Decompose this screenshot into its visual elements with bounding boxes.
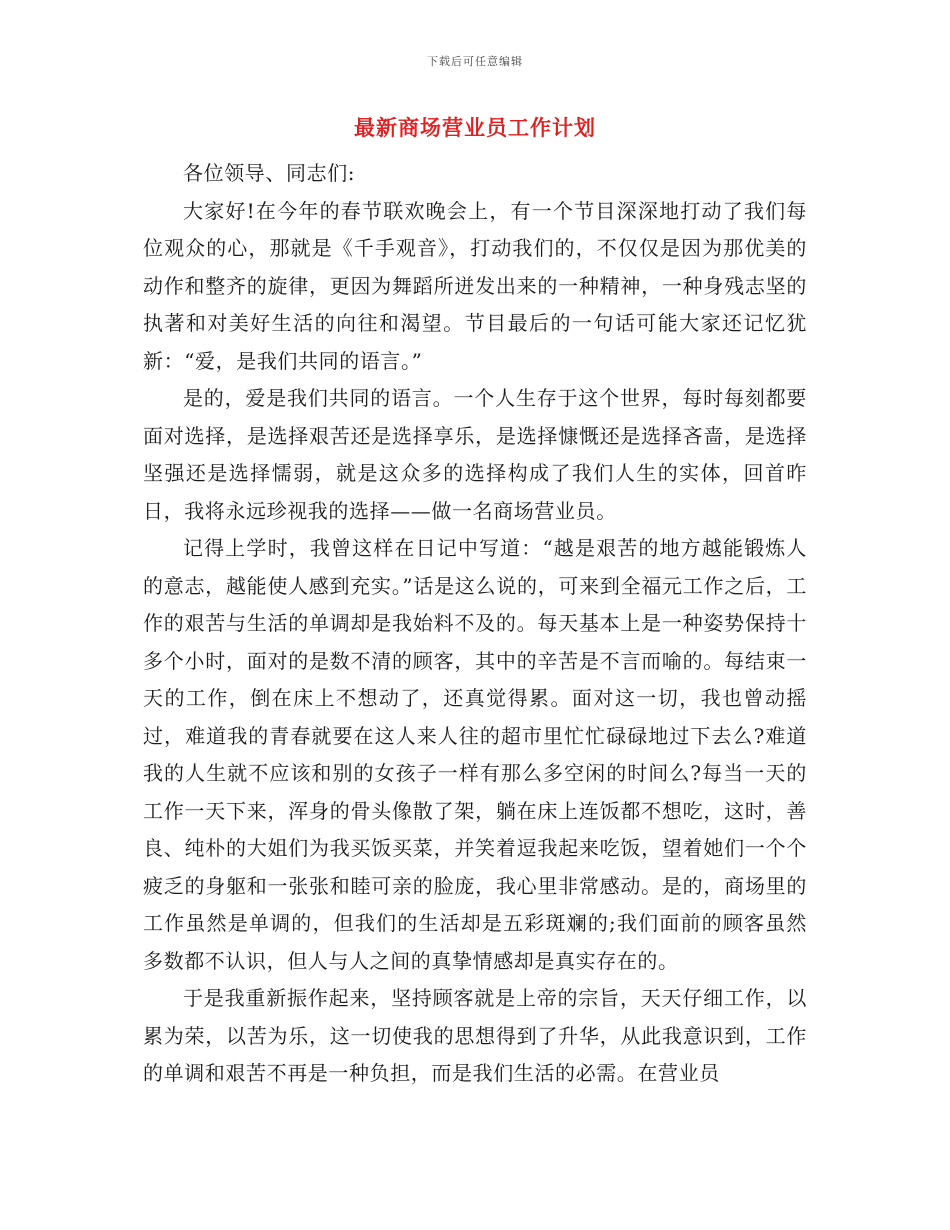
document-title: 最新商场营业员工作计划 [354,116,596,140]
paragraph: 大家好!在今年的春节联欢晚会上，有一个节目深深地打动了我们每位观众的心，那就是《千手观音》，打动我们的，不仅仅是因为那优美的动作和整齐的旋律，更因为舞蹈所迸发出来的一种精神，一种身残志坚的执著和对美好生活的向往和渴望。节目最后的一句话可能大家还记忆犹新：“爱，是我们共同的语言。” [143,198,807,373]
header-note: 下载后可任意编辑 [427,55,523,68]
paragraph: 于是我重新振作起来，坚持顾客就是上帝的宗旨，天天仔细工作，以累为荣，以苦为乐，这一切使我的思想得到了升华，从此我意识到，工作的单调和艰苦不再是一种负担，而是我们生活的必需。在营业员 [143,986,807,1085]
paragraph-salutation: 各位领导、同志们: [183,161,356,185]
paragraph: 是的，爱是我们共同的语言。一个人生存于这个世界，每时每刻都要面对选择，是选择艰苦还是选择享乐，是选择慷慨还是选择吝啬，是选择坚强还是选择懦弱，就是这众多的选择构成了我们人生的实体，回首昨日，我将永远珍视我的选择——做一名商场营业员。 [143,386,807,523]
paragraph: 记得上学时，我曾这样在日记中写道：“越是艰苦的地方越能锻炼人的意志，越能使人感到充实。”话是这么说的，可来到全福元工作之后，工作的艰苦与生活的单调却是我始料不及的。每天基本上是一种姿势保持十多个小时，面对的是数不清的顾客，其中的辛苦是不言而喻的。每结束一天的工作，倒在床上不想动了，还真觉得累。面对这一切，我也曾动摇过，难道我的青春就要在这人来人往的超市里忙忙碌碌地过下去么?难道我的人生就不应该和别的女孩子一样有那么多空闲的时间么?每当一天的工作一天下来，浑身的骨头像散了架，躺在床上连饭都不想吃，这时，善良、纯朴的大姐们为我买饭买菜，并笑着逗我起来吃饭，望着她们一个个疲乏的身躯和一张张和睦可亲的脸庞，我心里非常感动。是的，商场里的工作虽然是单调的，但我们的生活却是五彩斑斓的;我们面前的顾客虽然多数都不认识，但人与人之间的真挚情感却是真实存在的。 [143,536,807,973]
document-body [143,155,807,1093]
